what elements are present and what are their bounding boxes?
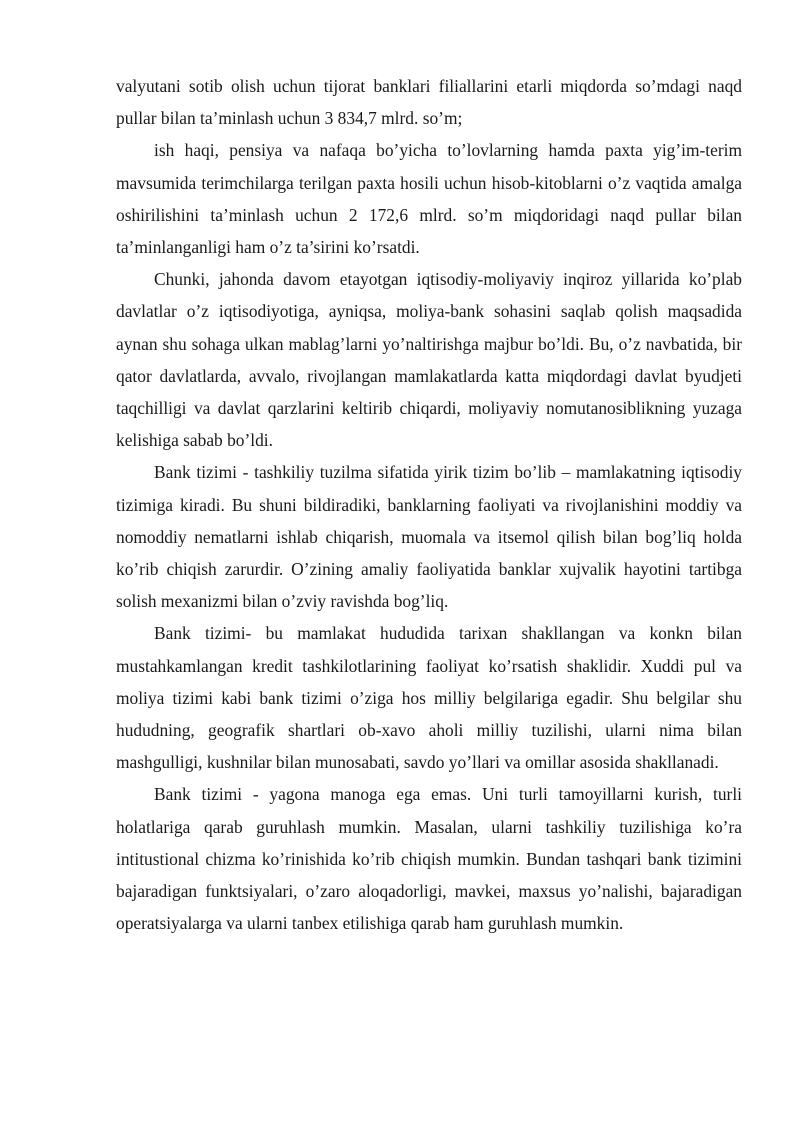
paragraph-bank-system-definition: Bank tizimi- bu mamlakat hududida tarixan shakllangan va konkn bilan mustahkamlangan kredit tashkilotlarining faoliyat ko’rsatish shaklidir. Xuddi pul va moliya tizimi kabi bank tizimi o’ziga hos milliy belgilariga egadir. Shu belgilar shu hududning, geografik shartlari ob-xavo aholi milliy tuzilishi, ularni nima bilan mashgulligi, kushnilar bilan munosabati, savdo yo’llari va omillar asosida shakllanadi. — [116, 623, 742, 773]
document-page — [116, 70, 742, 939]
paragraph-continuation: valyutani sotib olish uchun tijorat banklari filiallarini etarli miqdorda so’mdagi naqd pullar bilan ta’minlash uchun 3 834,7 mlrd. so’m; — [116, 76, 742, 129]
paragraph-financial-crisis: Chunki, jahonda davom etayotgan iqtisodiy-moliyaviy inqiroz yillarida ko’plab davlatlar o’z iqtisodiyotiga, ayniqsa, moliya-bank sohasini saqlab qolish maqsadida aynan shu sohaga ulkan mablag’larni yo’naltirishga majbur bo’ldi. Bu, o’z navbatida, bir qator davlatlarda, avvalo, rivojlangan mamlakatlarda katta miqdordagi davlat byudjeti taqchilligi va davlat qarzlarini keltirib chiqardi, moliyaviy nomutanosiblikning yuzaga kelishiga sabab bo’ldi. — [116, 269, 742, 451]
paragraph-bank-system-classification: Bank tizimi - yagona manoga ega emas. Uni turli tamoyillarni kurish, turli holatlariga qarab guruhlash mumkin. Masalan, ularni tashkiliy tuzilishiga ko’ra intitustional chizma ko’rinishida ko’rib chiqish mumkin. Bundan tashqari bank tizimini bajaradigan funktsiyalari, o’zaro aloqadorligi, mavkei, maxsus yo’nalishi, bajaradigan operatsiyalarga va ularni tanbex etilishiga qarab ham guruhlash mumkin. — [116, 784, 742, 934]
paragraph-bank-system-structure: Bank tizimi - tashkiliy tuzilma sifatida yirik tizim bo’lib – mamlakatning iqtisodiy tizimiga kiradi. Bu shuni bildiradiki, banklarning faoliyati va rivojlanishini moddiy va nomoddiy nematlarni ishlab chiqarish, muomala va itsemol qilish bilan bog’liq holda ko’rib chiqish zarurdir. O’zining amaliy faoliyatida banklar xujvalik hayotini tartibga solish mexanizmi bilan o’zviy ravishda bog’liq. — [116, 462, 742, 612]
paragraph-wages-payments: ish haqi, pensiya va nafaqa bo’yicha to’lovlarning hamda paxta yig’im-terim mavsumida terimchilarga terilgan paxta hosili uchun hisob-kitoblarni o’z vaqtida amalga oshirilishini ta’minlash uchun 2 172,6 mlrd. so’m miqdoridagi naqd pullar bilan ta’minlanganligi ham o’z ta’sirini ko’rsatdi. — [116, 140, 742, 258]
